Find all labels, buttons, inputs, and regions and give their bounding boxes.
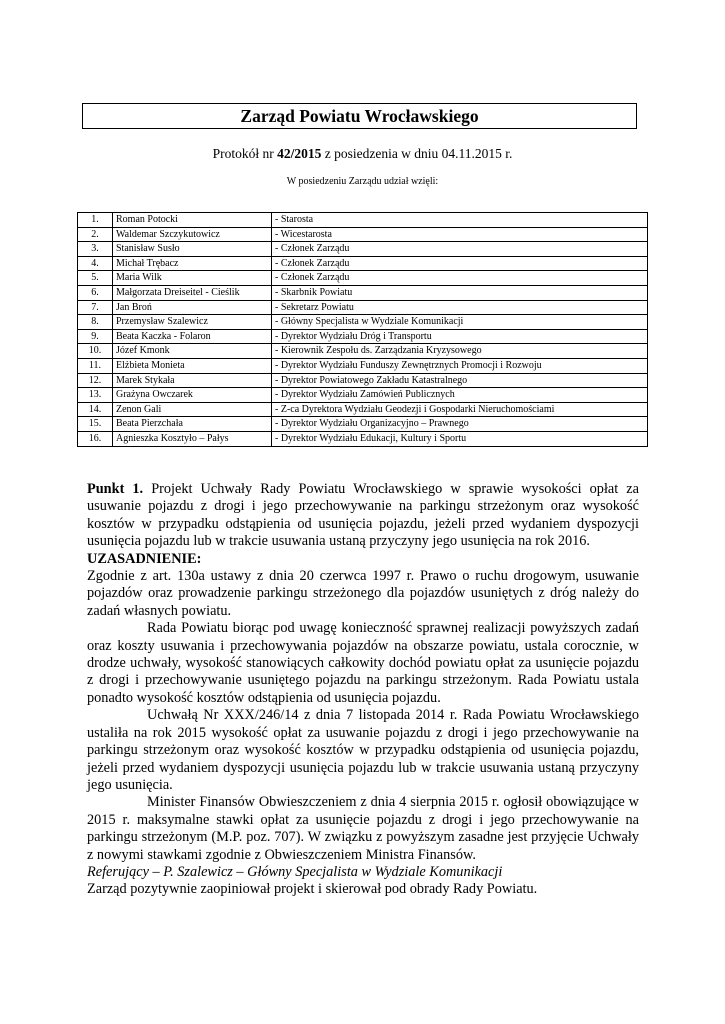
member-role: - Członek Zarządu [272,256,648,271]
member-role: - Wicestarosta [272,227,648,242]
member-name: Stanisław Susło [113,242,272,257]
justification-paragraph-3: Uchwałą Nr XXX/246/14 z dnia 7 listopada 2014 r. Rada Powiatu Wrocławskiego ustaliła na rok 2015 wysokość opłat za usuwanie pojazdu z drogi i jego przechowywanie na parkingu strzeżonym oraz wysokość kosztów w przypadku odstąpienia od usunięcia pojazdu, jeżeli przed wydaniem dyspozycji usunięcia pojazdu lub w trakcie usuwania ustaną przyczyny jego usunięcia. [87,707,639,793]
member-role: - Sekretarz Powiatu [272,300,648,315]
member-number: 12. [78,373,113,388]
table-row [78,344,648,359]
table-row [78,388,648,403]
table-row [78,431,648,446]
member-number: 8. [78,315,113,330]
table-row [78,315,648,330]
member-role: - Z-ca Dyrektora Wydziału Geodezji i Gospodarki Nieruchomościami [272,402,648,417]
table-row [78,285,648,300]
member-number: 10. [78,344,113,359]
table-row [78,271,648,286]
justification-paragraph-2: Rada Powiatu biorąc pod uwagę konieczność sprawnej realizacji powyższych zadań oraz koszty usuwania i przechowywania pojazdów na obszarze powiatu, ustala corocznie, w drodze uchwały, wysokość stanowiących całkowity dochód powiatu opłat za usunięcie pojazdu z drogi i przechowywanie usuniętego pojazdu na parkingu strzeżonym. Rada Powiatu ustala ponadto wysokość kosztów odstąpienia od usunięcia pojazdu. [87,620,639,706]
member-number: 3. [78,242,113,257]
justification-paragraph-1: Zgodnie z art. 130a ustawy z dnia 20 czerwca 1997 r. Prawo o ruchu drogowym, usuwanie pojazdów oraz prowadzenie parkingu strzeżonego dla pojazdów usuniętych z dróg należy do zadań własnych powiatu. [87,568,639,619]
member-name: Grażyna Owczarek [113,388,272,403]
table-row [78,227,648,242]
member-role: - Członek Zarządu [272,271,648,286]
member-number: 13. [78,388,113,403]
member-number: 15. [78,417,113,432]
decision-line: Zarząd pozytywnie zaopiniował projekt i skierował pod obrady Rady Powiatu. [87,881,538,898]
member-number: 2. [78,227,113,242]
justification-paragraph-4: Minister Finansów Obwieszczeniem z dnia 4 sierpnia 2015 r. ogłosił obowiązujące w 2015 r. maksymalne stawki opłat za usunięcie pojazdu z drogi i jego przechowywanie na parkingu strzeżonym (M.P. poz. 707). W związku z powyższym zasadne jest przyjęcie Uchwały z nowymi stawkami zgodnie z Obwieszczeniem Ministra Finansów. [87,794,639,863]
member-number: 6. [78,285,113,300]
point-label: Punkt 1. [87,481,144,497]
member-name: Beata Pierzchała [113,417,272,432]
member-name: Roman Potocki [113,213,272,228]
table-row [78,358,648,373]
member-number: 7. [78,300,113,315]
attendance-label: W posiedzeniu Zarządu udział wzięli: [286,176,439,187]
protocol-number: 42/2015 [277,146,322,161]
members-table [77,212,648,447]
member-number: 14. [78,402,113,417]
member-name: Zenon Gali [113,402,272,417]
member-number: 4. [78,256,113,271]
member-role: - Dyrektor Wydziału Zamówień Publicznych [272,388,648,403]
point-paragraph [87,481,639,551]
member-name: Waldemar Szczykutowicz [113,227,272,242]
table-row [78,242,648,257]
member-name: Beata Kaczka - Folaron [113,329,272,344]
member-number: 11. [78,358,113,373]
member-number: 5. [78,271,113,286]
justification-heading: UZASADNIENIE: [87,550,202,567]
table-row [78,213,648,228]
member-name: Elżbieta Monieta [113,358,272,373]
protocol-body [87,481,639,899]
member-name: Józef Kmonk [113,344,272,359]
table-row [78,256,648,271]
member-name: Michał Trębacz [113,256,272,271]
referent-line: Referujący – P. Szalewicz – Główny Specjalista w Wydziale Komunikacji [87,863,503,880]
table-row [78,329,648,344]
member-role: - Starosta [272,213,648,228]
member-role: - Dyrektor Powiatowego Zakładu Katastralnego [272,373,648,388]
member-role: - Główny Specjalista w Wydziale Komunikacji [272,315,648,330]
member-role: - Kierownik Zespołu ds. Zarządzania Kryzysowego [272,344,648,359]
member-role: - Dyrektor Wydziału Funduszy Zewnętrznych Promocji i Rozwoju [272,358,648,373]
member-number: 16. [78,431,113,446]
member-name: Agnieszka Kosztyło – Pałys [113,431,272,446]
table-row [78,402,648,417]
protocol-line [0,146,725,162]
table-row [78,373,648,388]
protocol-suffix: z posiedzenia w dniu 04.11.2015 r. [321,146,513,161]
member-role: - Członek Zarządu [272,242,648,257]
member-role: - Dyrektor Wydziału Organizacyjno – Prawnego [272,417,648,432]
member-name: Małgorzata Dreiseitel - Cieślik [113,285,272,300]
document-title-box [82,103,637,129]
member-role: - Skarbnik Powiatu [272,285,648,300]
member-number: 1. [78,213,113,228]
table-row [78,417,648,432]
point-text: Projekt Uchwały Rady Powiatu Wrocławskiego w sprawie wysokości opłat za usuwanie pojazdu z drogi i jego przechowywanie na parkingu strzeżonym oraz wysokość kosztów w przypadku odstąpienia od usunięcia pojazdu, jeżeli przed wydaniem dyspozycji usunięcia pojazdu lub w trakcie usuwania ustaną przyczyny jego usunięcia na rok 2016. [87,481,639,550]
member-name: Marek Stykała [113,373,272,388]
member-role: - Dyrektor Wydziału Dróg i Transportu [272,329,648,344]
member-name: Przemysław Szalewicz [113,315,272,330]
member-role: - Dyrektor Wydziału Edukacji, Kultury i Sportu [272,431,648,446]
document-title: Zarząd Powiatu Wrocławskiego [240,105,479,126]
table-row [78,300,648,315]
member-name: Maria Wilk [113,271,272,286]
protocol-prefix: Protokół nr [212,146,278,161]
member-name: Jan Broń [113,300,272,315]
member-number: 9. [78,329,113,344]
